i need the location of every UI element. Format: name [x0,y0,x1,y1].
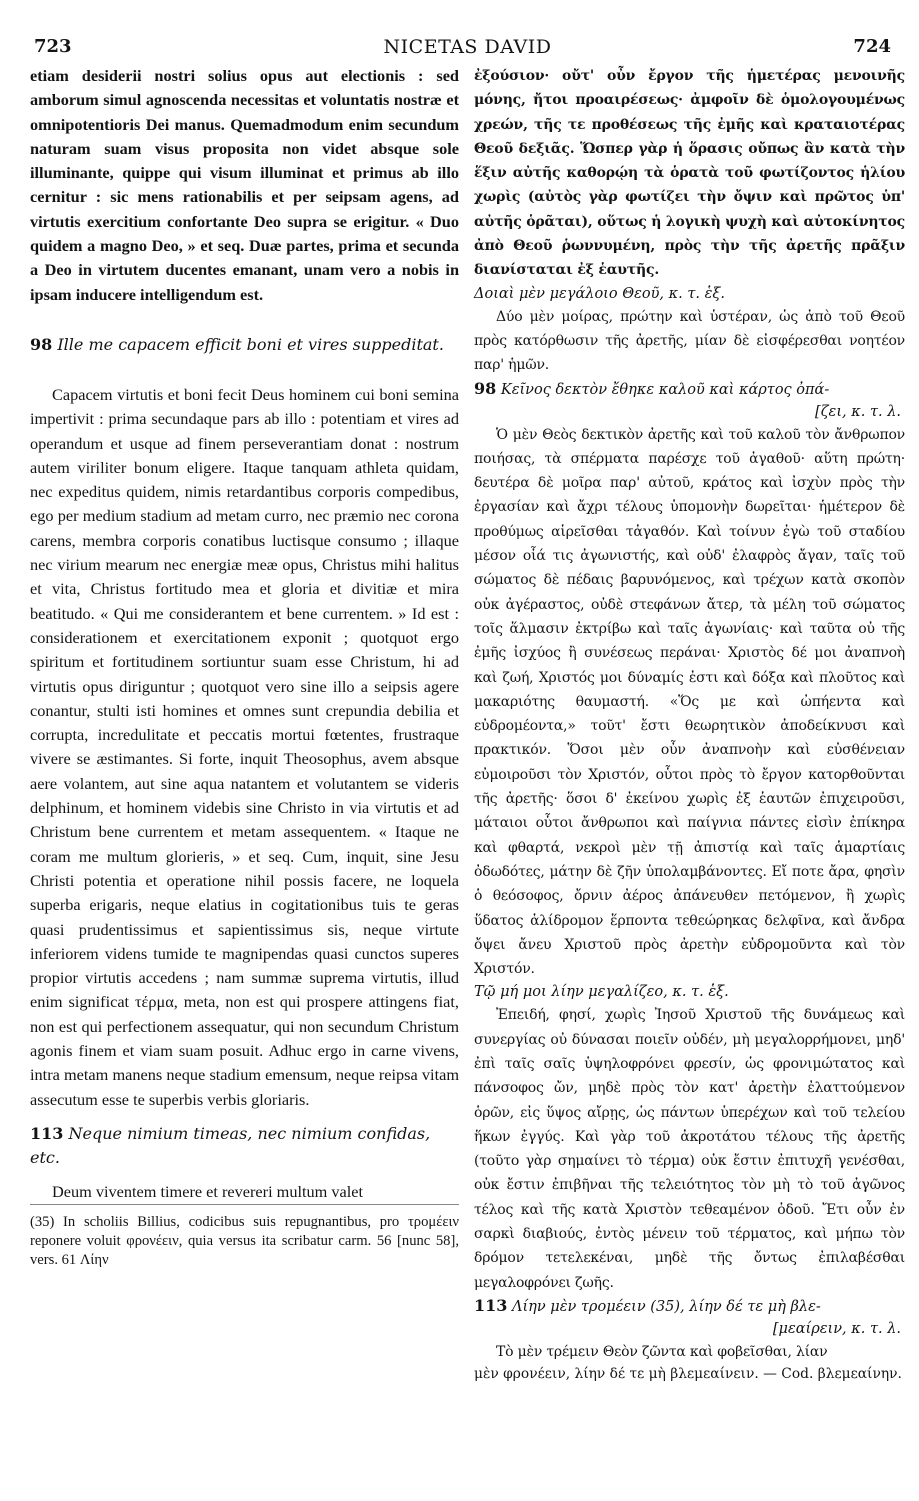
greek-paragraph-3: Ὁ μὲν Θεὸς δεκτικὸν ἀρετῆς καὶ τοῦ καλοῦ τὸν ἄνθρωπον ποιήσας, τὰ σπέρματα παρέσχε τοῦ ἀγαθοῦ· αὕτη πρώτη· δευτέρα δὲ μοῖρα παρ' αὐτοῦ, κράτος καὶ ἰσχὺν πρὸς τὴν ἐργασίαν καὶ ἄχρι τέλους ὑπομονὴν δωρεῖται· ἡμέτερον δὲ προθύμως αἱρεῖσθαι τἀγαθόν. Καὶ τοίνυν ἐγὼ τοῦ σταδίου μέσον οἷά τις ἀγωνιστής, καὶ οὐδ' ἐλαφρὸς ἄγαν, ταῖς τοῦ σώματος δὲ πέδαις βαρυνόμενος, καὶ τρέχων κατὰ σκοπὸν οὐκ ἀγέραστος, οὐδὲ στεφάνων ἄτερ, τὰ μέλη τοῦ σώματος τοῖς ἅλμασιν ἐκτρίβω καὶ ταῖς ἀγωνίαις· καὶ ταῦτα οὐ τῆς ἐμῆς ἰσχύος ἢ συνέσεως περάναι· Χριστὸς δέ μοι ἀναπνοὴ καὶ ζωή, Χριστός μοι δύναμίς ἐστι καὶ δόξα καὶ πλοῦτος καὶ μακαριότης θαυμαστή. «Ὅς με καὶ ὠπήεντα καὶ εὐδρομέοντα,» τοῦτ' ἔστι θεωρητικὸν ἀποδείκνυσι καὶ πρακτικόν. Ὅσοι μὲν οὖν ἀναπνοὴν καὶ εὐσθένειαν εὐμοιροῦσι τὸν Χριστόν, οὗτοι πρὸς τὸ ἔργον κατορθοῦνται τῆς ἀρετῆς· ὅσοι δ' ἐκείνου χωρὶς ἐξ ἑαυτῶν ἐπιχειροῦσι, μάταιοι οὗτοι ἄνθρωποι καὶ παίγνια πάντες εἰσὶν ἐπίκηρα καὶ φθαρτά, νεκροὶ μὲν τῇ ἀπιστίᾳ καὶ ταῖς ἁμαρτίαις ὀδωδότες, μάτην δὲ ζῆν ὑπολαμβάνοντες. Εἴ ποτε ἄρα, φησὶν ὁ θεόσοφος, ὄρνιν ἀέρος ἀπάνευθεν πετόμενον, ἢ χωρὶς ὕδατος ἁλίδρομον ἕρποντα τεθεώρηκας δελφῖνα, καὶ ἄνδρα ὄψει ἄνευ Χριστοῦ πρὸς ἀρετὴν εὐδρομοῦντα καὶ τὸν Χριστόν. [474,426,905,978]
running-title: NICETAS DAVID [383,36,552,58]
latin-lemma-113 [30,1122,459,1170]
latin-lemma-98 [30,333,459,357]
lemma-number: 113 [30,1123,64,1143]
greek-column [474,64,905,1501]
page-number-right: 724 [853,36,891,57]
page-header [30,16,905,58]
lemma-text: Neque nimium timeas, nec nimium confidas, etc. [30,1123,431,1167]
greek-lemma-113 [474,1295,905,1340]
latin-paragraph-2: Capacem virtutis et boni fecit Deus hominem cui boni semina impertivit : prima secundaque pars ab illo : potentiam et vires ad operandum et usque ad finem perseverantiam donat : nostrum autem viriliter bonum eligere. Itaque tanquam athleta quidam, nec expeditus quidem, nimis retardantibus corporis compedibus, ego per medium stadium ad metam curro, nec præmio nec corona carens, membra corporis conatibus luctisque consumo ; illaque nec virium mearum nec energiæ meæ opus, Christus mihi halitus et vita, Christus fortitudo mea et gloria et divitiæ et mira beatitudo. « Qui me considerantem et bene currentem. » Id est : considerationem et exercitationem exponit ; quotquot ergo spiritum et fortitudinem sortiuntur suam esse Christum, hi ad virtutis opus diriguntur ; quotquot vero sine illo a seipsis agere conantur, stulti isti homines et omnes sunt crepundia debilia et corrupta, incredulitate et peccatis mortui fœtentes, frustraque vivere se æstimantes. Si forte, inquit Theosophus, avem absque aere volantem, aut sine aqua natantem et volutantem se videris delphinum, et hominem videbis sine Christo in via virtutis et ad Christum bene currentem et metam assequentem. « Itaque ne coram me multum glorieris, » et seq. Cum, inquit, sine Jesu Christi potentia et operatione nihil possis facere, ne loquela superba erigaris, neque elatius in cogitationibus tuis te geras quasi prudentissimus et sapientissimus sis, neque virtute inferiorem videns tumide te magnipendas quasi cunctos superes propior virtutis accedens ; nam summæ suprema virtutis, illud enim significat τέρμα, meta, non est qui prospere attingens fiat, non est qui perfectionem assequatur, qui non secundum Christum agonis finem et viam suam posuit. Adhuc ergo in carne vivens, intra metam manens neque stadium emensum, neque reipsa vitam assecutum esse te superbis verbis gloriaris. [30,384,459,1109]
greek-paragraph-2: Δύο μὲν μοίρας, πρώτην καὶ ὑστέραν, ὡς ἀπὸ τοῦ Θεοῦ πρὸς κατόρθωσιν τῆς ἀρετῆς, μίαν δὲ εἰσφέρεσθαι νοητέον παρ' ἡμῶν. [474,308,905,374]
footnote-35: (35) In scholiis Billius, codicibus suis repugnantibus, pro τρομέειν reponere voluit φρονέειν, quia versus ita scribatur carm. 56 [nunc 58], vers. 61 Λίην [30,1204,459,1270]
greek-paragraph-1: ἐξούσιον· οὔτ' οὖν ἔργον τῆς ἡμετέρας μενοινῆς μόνης, ἤτοι προαιρέσεως· ἀμφοῖν δὲ ὁμολογουμένως χρεών, τῆς τε προθέσεως τῆς ἐμῆς καὶ κραταιοτέρας Θεοῦ δεξιᾶς. Ὥσπερ γὰρ ἡ ὅρασις οὔπως ἂν κατὰ τὴν ἕξιν αὐτῆς καθορῴη τὰ ὁρατὰ τοῦ φωτίζοντος ἡλίου χωρὶς (αὐτὸς γὰρ φωτίζει τὴν ὄψιν καὶ πρῶτος ὑπ' αὐτῆς ὁρᾶται), οὕτως ἡ λογικὴ ψυχὴ καὶ αὐτοκίνητος ἀπὸ Θεοῦ ῥωννυμένη, πρὸς τὴν τῆς ἀρετῆς πρᾶξιν διανίσταται ἐξ ἑαυτῆς. [474,68,905,279]
footnote-continuation: μὲν φρονέειν, λίην δέ τε μὴ βλεμεαίνειν. — Cod. βλεμεαίνην. [474,1366,902,1383]
latin-column [30,64,459,1501]
greek-lemma-98 [474,378,905,423]
greek-lemma-b: Τῷ μή μοι λίην μεγαλίζεο, κ. τ. ἑξ. [474,984,729,1001]
lemma-number: 113 [474,1295,508,1315]
greek-paragraph-5: Τὸ μὲν τρέμειν Θεὸν ζῶντα καὶ φοβεῖσθαι, λίαν [496,1343,828,1360]
lemma-number: 98 [474,378,497,398]
lemma-text: Κεῖνος δεκτὸν ἔθηκε καλοῦ καὶ κάρτος ὀπά- [500,381,830,398]
lemma-continuation: [μεαίρειν, κ. τ. λ. [772,1320,901,1337]
greek-lemma-a: Δοιαὶ μὲν μεγάλοιο Θεοῦ, κ. τ. ἑξ. [474,285,725,302]
lemma-text: Λίην μὲν τρομέειν (35), λίην δέ τε μὴ βλε- [512,1298,821,1315]
latin-paragraph-3: Deum viventem timere et revereri multum valet [52,1181,364,1201]
greek-paragraph-4: Ἐπειδή, φησί, χωρὶς Ἰησοῦ Χριστοῦ τῆς δυνάμεως καὶ συνεργίας οὐ δύνασαι ποιεῖν οὐδέν, μὴ μεγαλορρήμονει, μηδ' ἐπὶ ταῖς σαῖς ὑψηλοφρόνει φρεσίν, ὡς φρονιμώτατος καὶ πάνσοφος ὤν, μηδὲ πρὸς τὸν κατ' ἀρετὴν ἐλαττούμενον ὁρῶν, εἰς ὕψος αἴρῃς, ὡς πάντων ὑπερέχων καὶ τοῦ τελείου ἥκων ἐγγύς. Καὶ γὰρ τοῦ ἀκροτάτου τέλους τῆς ἀρετῆς (τοῦτο γὰρ σημαίνει τὸ τέρμα) οὐκ ἔστιν ἐπιτυχῆ γενέσθαι, οὐκ ἔστιν ἐπιβῆναι τῆς τελειότητος τὸν μὴ τὸ τοῦ ἀγῶνος τέλος καὶ τῆς κατὰ Χριστὸν τεθεαμένον ὁδοῦ. Ἔτι οὖν ἐν σαρκὶ διαβιούς, ἐντὸς μένειν τοῦ τέρματος, καὶ μήπω τὸν δρόμον τετελεκέναι, μηδὲ τῆς ὄντως ἐπιλαβέσθαι μεγαλοφρόνει ζωῆς. [474,1007,905,1291]
lemma-number: 98 [30,334,53,354]
page-number-left: 723 [34,36,72,57]
latin-paragraph-1: etiam desiderii nostri solius opus aut electionis : sed amborum simul agnoscenda necessitas et voluntatis nostræ et omnipotentioris Dei manus. Quemadmodum enim secundum naturam suam visus proposita non videt absque sole illuminante, quippe qui visum illuminat et primus ab illo cernitur : sic mens rationabilis et per seipsam agens, ad virtutis exercitium confortante Deo supra se erigitur. « Duo quidem a magno Deo, » et seq. Duæ partes, prima et secunda a Deo in virtutem ducentes emanant, unam vero a nobis in ipsam inducere intelligendum est. [30,66,459,304]
text-columns [30,64,905,1501]
lemma-continuation: [ζει, κ. τ. λ. [815,403,901,420]
lemma-text: Ille me capacem efficit boni et vires suppeditat. [57,334,444,354]
